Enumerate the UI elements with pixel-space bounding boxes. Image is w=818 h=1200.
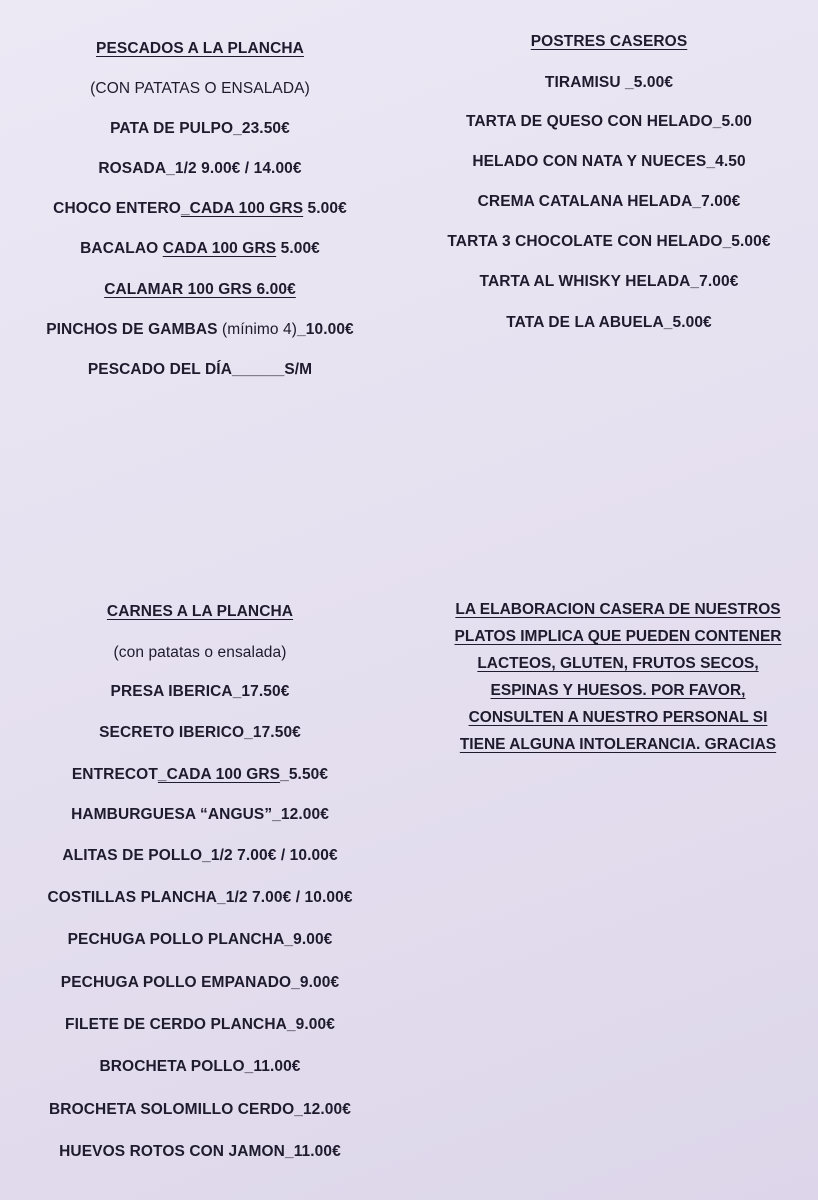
notice-line: PLATOS IMPLICA QUE PUEDEN CONTENER (454, 628, 782, 645)
menu-item-filete: FILETE DE CERDO PLANCHA_9.00€ (65, 1016, 335, 1033)
carnes-title: CARNES A LA PLANCHA (106, 603, 294, 620)
entrecot-price: _5.50€ (280, 766, 329, 783)
menu-item-brocheta-solomillo: BROCHETA SOLOMILLO CERDO_12.00€ (49, 1101, 351, 1118)
bacalao-name: BACALAO (80, 240, 163, 257)
menu-item-alitas: ALITAS DE POLLO_1/2 7.00€ / 10.00€ (62, 847, 338, 864)
menu-item-entrecot (0, 766, 400, 784)
choco-price: 5.00€ (303, 200, 347, 217)
menu-item-brocheta-pollo: BROCHETA POLLO_11.00€ (99, 1058, 301, 1075)
menu-item-choco (0, 200, 400, 218)
menu-item-secreto: SECRETO IBERICO_17.50€ (99, 724, 301, 741)
notice-line: TIENE ALGUNA INTOLERANCIA. GRACIAS (459, 736, 777, 753)
bacalao-unit: CADA 100 GRS (162, 240, 277, 257)
pinchos-name: PINCHOS DE GAMBAS (46, 321, 222, 338)
menu-item-calamar: CALAMAR 100 GRS 6.00€ (104, 281, 296, 298)
menu-item-huevos: HUEVOS ROTOS CON JAMON_11.00€ (59, 1143, 341, 1160)
notice-line: ESPINAS Y HUESOS. POR FAVOR, (490, 682, 746, 699)
menu-item-pechuga-empanado: PECHUGA POLLO EMPANADO_9.00€ (60, 974, 340, 991)
menu-item-hamburguesa: HAMBURGUESA “ANGUS”_12.00€ (71, 806, 329, 823)
menu-item-rosada: ROSADA_1/2 9.00€ / 14.00€ (98, 160, 302, 177)
menu-item-costillas: COSTILLAS PLANCHA_1/2 7.00€ / 10.00€ (47, 889, 353, 906)
menu-item-bacalao (0, 240, 400, 258)
pinchos-price: _10.00€ (297, 321, 354, 338)
carnes-subtitle: (con patatas o ensalada) (113, 644, 287, 661)
menu-item-presa: PRESA IBERICA_17.50€ (110, 683, 290, 700)
pinchos-note: (mínimo 4) (221, 321, 298, 338)
menu-item-pinchos (0, 321, 400, 339)
menu-item-pechuga-plancha: PECHUGA POLLO PLANCHA_9.00€ (67, 931, 333, 948)
pescados-subtitle: (CON PATATAS O ENSALADA) (90, 80, 310, 97)
entrecot-name: ENTRECOT (71, 766, 158, 783)
notice-line: LA ELABORACION CASERA DE NUESTROS (455, 601, 781, 618)
menu-item-pescado-dia: PESCADO DEL DÍA______S/M (87, 361, 313, 378)
bacalao-price: 5.00€ (276, 240, 320, 257)
menu-item-postre: TARTA DE QUESO CON HELADO_5.00 (465, 113, 753, 130)
choco-unit: _CADA 100 GRS (180, 200, 304, 217)
menu-item-pulpo: PATA DE PULPO_23.50€ (110, 120, 290, 137)
menu-item-postre: TARTA AL WHISKY HELADA_7.00€ (479, 273, 739, 290)
menu-item-postre: TATA DE LA ABUELA_5.00€ (506, 314, 712, 331)
pescados-title: PESCADOS A LA PLANCHA (96, 40, 304, 57)
menu-item-postre: TARTA 3 CHOCOLATE CON HELADO_5.00€ (447, 233, 771, 250)
menu-item-postre: HELADO CON NATA Y NUECES_4.50 (472, 153, 746, 170)
entrecot-unit: _CADA 100 GRS (157, 766, 281, 783)
choco-name: CHOCO ENTERO (53, 200, 181, 217)
postres-title: POSTRES CASEROS (530, 33, 688, 50)
menu-item-postre: CREMA CATALANA HELADA_7.00€ (477, 193, 741, 210)
notice-line: LACTEOS, GLUTEN, FRUTOS SECOS, (477, 655, 759, 672)
menu-item-postre: TIRAMISU _5.00€ (544, 74, 674, 91)
allergen-notice (420, 596, 816, 758)
notice-line: CONSULTEN A NUESTRO PERSONAL SI (468, 709, 768, 726)
